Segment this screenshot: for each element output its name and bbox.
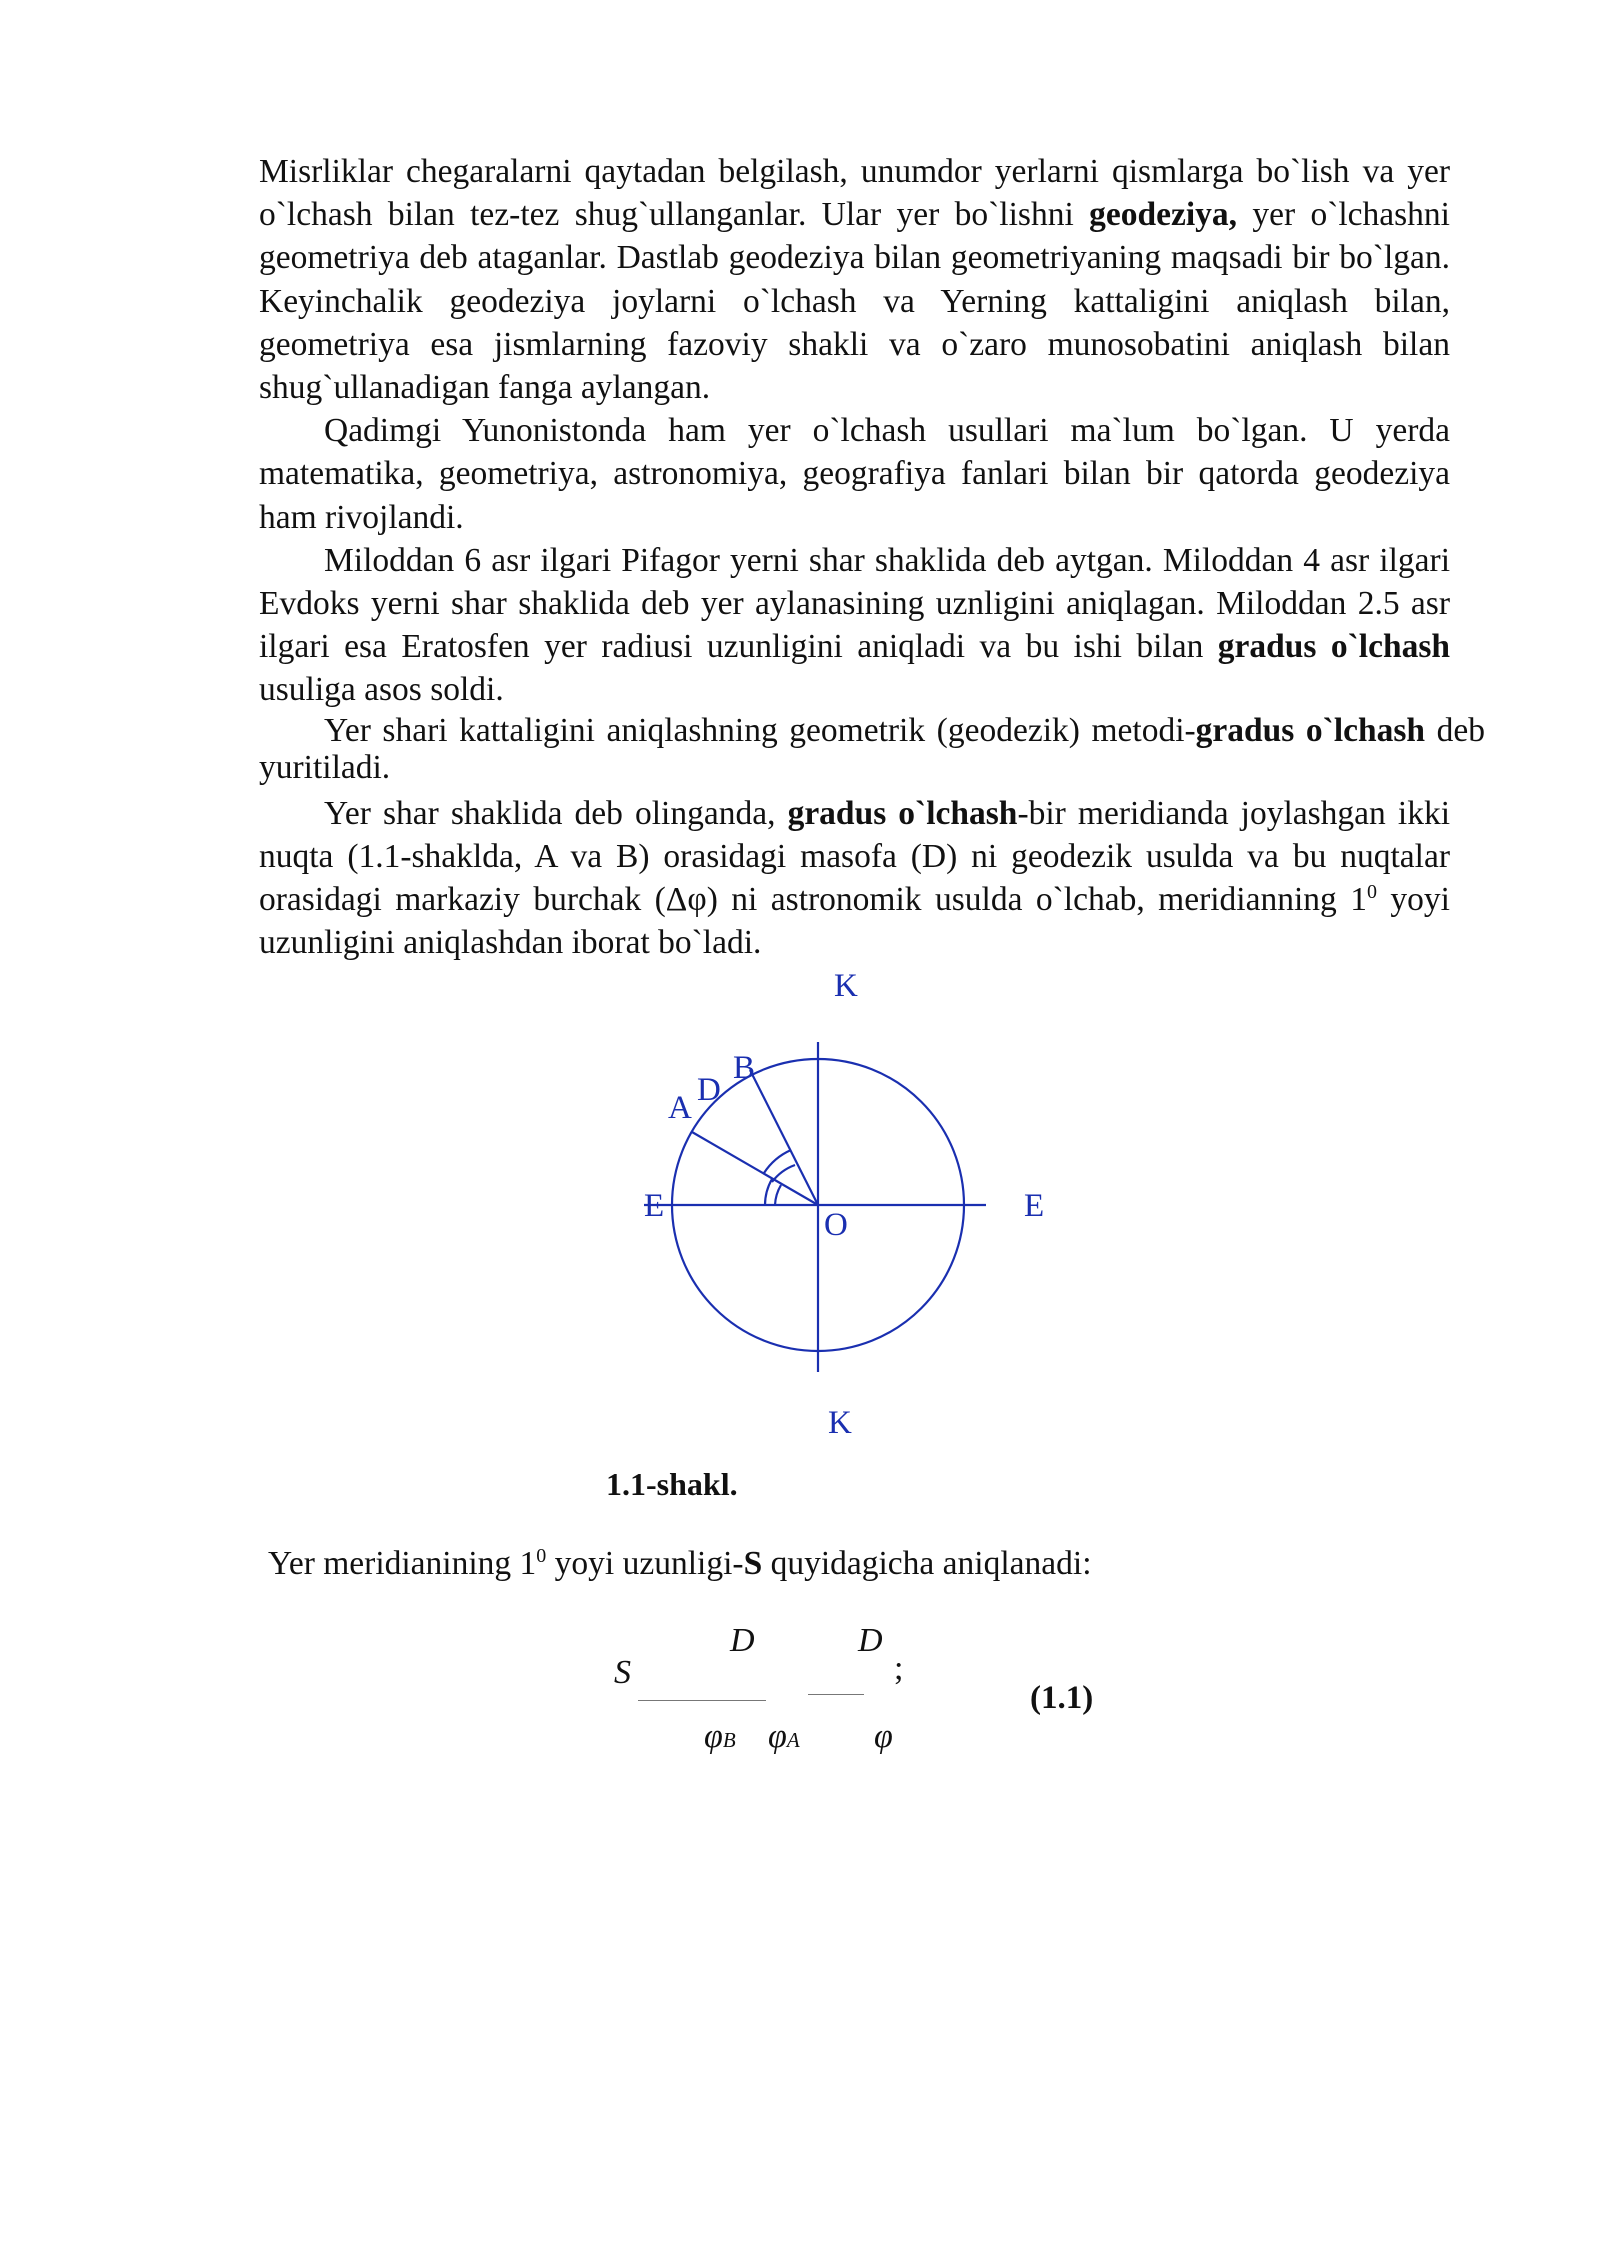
- formula-lead-text: [268, 1545, 1092, 1583]
- paragraph-5-text-c: yoyi uzunligini aniqlashdan iborat bo`ladi.: [259, 881, 1450, 962]
- paragraph-1-text-b: yer o`lchashni geometriya deb ataganlar. Dastlab geodeziya bilan geometriyaning maqsadi bir bo`lgan. Keyinchalik geodeziya joylarni o`lchash va Yerning kattaligini aniqlash bilan, geometriya esa jismlarning fazoviy shakli va o`zaro munosobatini aniqlash bilan shug`ullanadigan fanga aylangan.: [259, 196, 1450, 407]
- equation-number: (1.1): [1030, 1680, 1094, 1716]
- lead-text-b: yoyi uzunligi-: [546, 1545, 744, 1582]
- lead-text-c: quyidagicha aniqlanadi:: [762, 1545, 1092, 1582]
- paragraph-3-text-a: Miloddan 6 asr ilgari Pifagor yerni shar shaklida deb aytgan. Miloddan 4 asr ilgari Evdoks yerni shar shaklida deb yer aylanasining uznligini aniqlagan. Miloddan 2.5 asr ilgari esa Eratosfen yer radiusi uzunligini aniqladi va bu ishi bilan: [259, 541, 1450, 666]
- phi-a-symbol: φ: [768, 1718, 787, 1755]
- formula-phi-b: [704, 1718, 736, 1756]
- label-e-left: E: [644, 1188, 665, 1224]
- paragraph-2: [259, 409, 1450, 539]
- figure-caption: 1.1-shakl.: [606, 1466, 738, 1502]
- term-geodeziya: geodeziya,: [1089, 196, 1238, 234]
- symbol-s: S: [743, 1545, 763, 1582]
- label-d: D: [697, 1072, 721, 1108]
- term-gradus-olchash: gradus o`lchash: [1217, 628, 1450, 666]
- label-o-center: O: [824, 1207, 848, 1243]
- paragraph-2-text: Qadimgi Yunonistonda ham yer o`lchash usullari ma`lum bo`lgan. U yerda matematika, geometriya, astronomiya, geografiya fanlari bilan bir qatorda geodeziya ham rivojlandi.: [259, 412, 1450, 536]
- angle-arc-inner: [772, 1165, 795, 1182]
- term-gradus-olchash-2: gradus o`lchash: [1195, 711, 1426, 749]
- body-text: [259, 150, 1485, 964]
- formula-semicolon: ;: [894, 1650, 904, 1687]
- label-e-right: E: [1024, 1188, 1045, 1224]
- fraction-bar-1: [638, 1700, 766, 1701]
- phi-b-symbol: φ: [704, 1718, 723, 1755]
- label-b: B: [733, 1050, 756, 1086]
- paragraph-4-text-b: deb yuritiladi.: [259, 711, 1485, 786]
- figure-1-1: [600, 960, 1100, 1460]
- formula-phi-a: [768, 1718, 800, 1756]
- fraction-bar-2: [808, 1694, 864, 1695]
- paragraph-3-text-b: usuliga asos soldi.: [259, 671, 504, 709]
- paragraph-5-text-b: -bir meridianda joylashgan ikki nuqta (1.1-shaklda, A va B) orasidagi masofa (D) ni geodezik usulda va bu nuqtalar orasidagi markaziy burchak (Δφ) ni astronomik usulda o`lchab, meridianning 1: [259, 794, 1450, 919]
- phi-a-subscript: A: [786, 1728, 800, 1752]
- paragraph-5-text-a: Yer shar shaklida deb olinganda,: [324, 794, 788, 832]
- lead-degree-superscript: 0: [536, 1544, 547, 1567]
- paragraph-4: [259, 712, 1485, 786]
- label-a: A: [668, 1090, 692, 1126]
- formula-numerator-d2: D: [858, 1622, 883, 1659]
- label-k-top: K: [834, 968, 858, 1004]
- paragraph-1-text-a: Misrliklar chegaralarni qaytadan belgilash, unumdor yerlarni qismlarga bo`lish va yer o`lchash bilan tez-tez shug`ullanganlar. Ular yer bo`lishni: [259, 153, 1450, 234]
- label-k-bottom: K: [828, 1405, 852, 1441]
- term-gradus-olchash-3: gradus o`lchash: [787, 794, 1018, 832]
- formula-s: S: [614, 1654, 631, 1691]
- meridian-diagram: [600, 960, 1100, 1460]
- angle-arc-a-inner: [775, 1185, 781, 1205]
- phi-b-subscript: B: [722, 1728, 736, 1752]
- lead-text-a: Yer meridianining 1: [268, 1545, 537, 1582]
- formula-numerator-d1: D: [730, 1622, 755, 1659]
- degree-superscript: 0: [1366, 880, 1377, 903]
- paragraph-5: [259, 792, 1450, 965]
- paragraph-3: [259, 539, 1450, 712]
- paragraph-1: [259, 150, 1450, 409]
- formula-phi: φ: [874, 1718, 893, 1755]
- paragraph-4-text-a: Yer shari kattaligini aniqlashning geometrik (geodezik) metodi-: [324, 711, 1196, 749]
- angle-arc-a: [765, 1179, 772, 1205]
